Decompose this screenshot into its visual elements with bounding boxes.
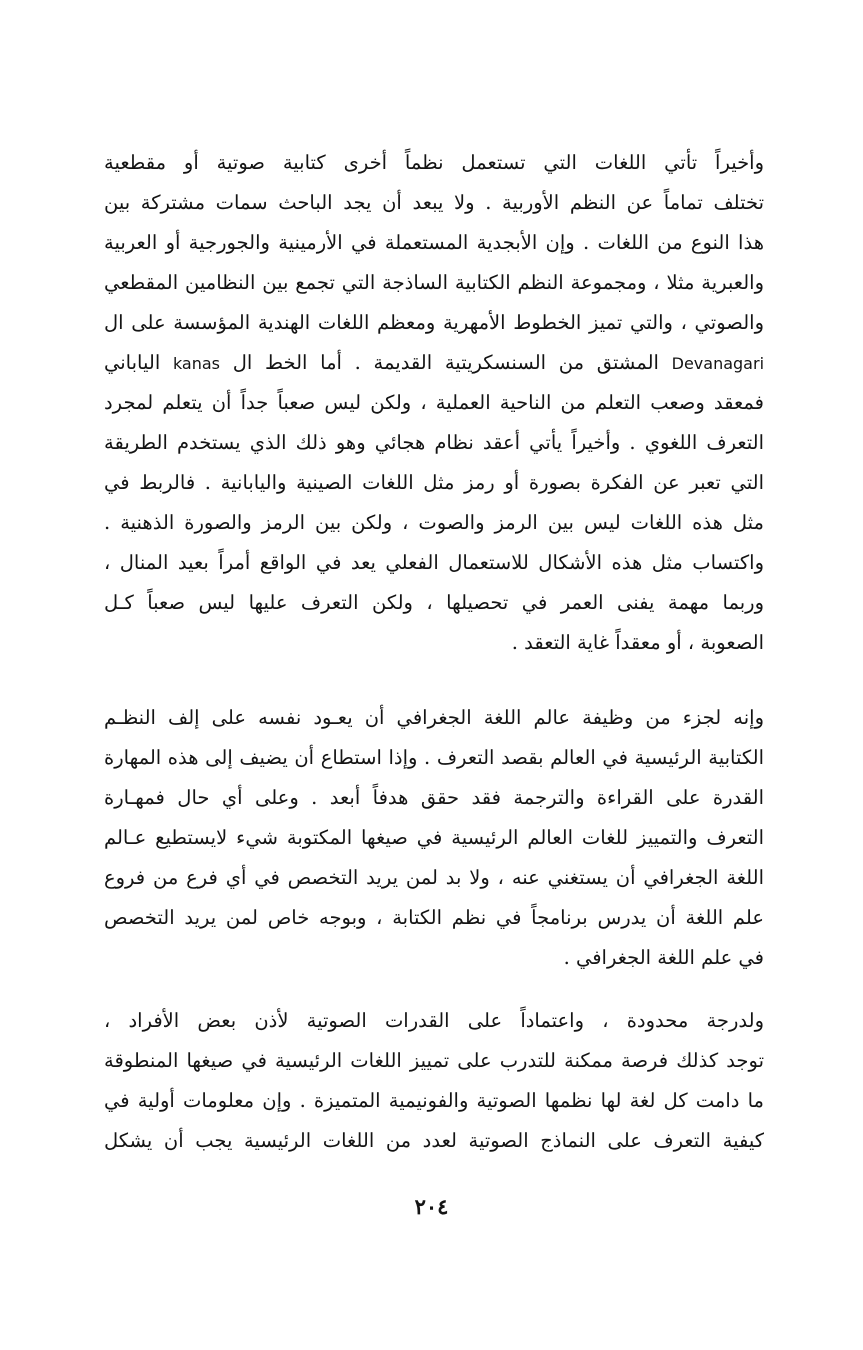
text-line: التعرف اللغوي . وأخيراً يأتي أعقد نظام هجائي وهو ذلك الذي يستخدم الطريقة: [104, 431, 764, 454]
text-line: ولدرجة محدودة ، واعتماداً على القدرات الصوتية لأذن بعض الأفراد ،: [104, 1009, 764, 1032]
text-line: والعبرية مثلا ، ومجموعة النظم الكتابية الساذجة التي تجمع بين النظامين المقطعي: [104, 271, 764, 294]
text-line: في علم اللغة الجغرافي .: [563, 946, 764, 969]
text-line: التي تعبر عن الفكرة بصورة أو رمز مثل اللغات الصينية واليابانية . فالربط في: [104, 471, 764, 494]
latin-term-devanagari: Devanagari: [671, 354, 764, 373]
text-fragment: المشتق من السنسكريتية القديمة . أما الخط ال: [232, 351, 659, 374]
text-line: القدرة على القراءة والترجمة فقد حقق هدفاً أبعد . وعلى أي حال فمهـارة: [104, 786, 764, 809]
text-line: الكتابية الرئيسية في العالم بقصد التعرف . وإذا استطاع أن يضيف إلى هذه المهارة: [104, 746, 764, 769]
text-line: تختلف تماماً عن النظم الأوربية . ولا يبعد أن يجد الباحث سمات مشتركة بين: [104, 191, 764, 214]
text-line: مثل هذه اللغات ليس بين الرمز والصوت ، ولكن بين الرمز والصورة الذهنية .: [104, 511, 764, 534]
text-line: هذا النوع من اللغات . وإن الأبجدية المستعملة في الأرمينية والجورجية أو العربية: [104, 231, 764, 254]
text-line: التعرف والتمييز للغات العالم الرئيسية في صيغها المكتوبة شيء لايستطيع عـالم: [104, 826, 764, 849]
text-line: ما دامت كل لغة لها نظمها الصوتية والفونيمية المتميزة . وإن معلومات أولية في: [104, 1089, 764, 1112]
text-line: والصوتي ، والتي تميز الخطوط الأمهرية ومعظم اللغات الهندية المؤسسة على ال: [104, 311, 764, 334]
latin-term-kanas: kanas: [172, 354, 221, 373]
text-line: الصعوبة ، أو معقداً غاية التعقد .: [511, 631, 764, 654]
text-line: فمعقد وصعب التعلم من الناحية العملية ، ولكن ليس صعباً جداً أن يتعلم لمجرد: [104, 391, 764, 414]
text-line: واكتساب مثل هذه الأشكال للاستعمال الفعلي يعد في الواقع أمراً بعيد المنال ،: [104, 551, 764, 574]
text-line: وأخيراً تأتي اللغات التي تستعمل نظماً أخرى كتابية صوتية أو مقطعية: [104, 151, 764, 174]
text-line: وربما مهمة يفنى العمر في تحصيلها ، ولكن التعرف عليها ليس صعباً كـل: [104, 591, 764, 614]
paragraph-geolinguist-role: [104, 698, 764, 978]
text-line: علم اللغة أن يدرس برنامجاً في نظم الكتابة ، وبوجه خاص لمن يريد التخصص: [104, 906, 764, 929]
text-line: توجد كذلك فرصة ممكنة للتدرب على تمييز اللغات الرئيسية في صيغها المنطوقة: [104, 1049, 764, 1072]
paragraph-writing-systems: [104, 143, 764, 663]
text-line: اللغة الجغرافي أن يستغني عنه ، ولا بد لمن يريد التخصص في أي فرع من فروع: [104, 866, 764, 889]
text-fragment: الياباني: [104, 351, 161, 374]
paragraph-spoken-recognition: [104, 1001, 764, 1161]
text-line: كيفية التعرف على النماذج الصوتية لعدد من اللغات الرئيسية يجب أن يشكل: [104, 1129, 764, 1152]
text-line: وإنه لجزء من وظيفة عالم اللغة الجغرافي أن يعـود نفسه على إلف النظـم: [104, 706, 764, 729]
text-line-mixed: [104, 343, 764, 383]
page-number: ٢٠٤: [414, 1194, 449, 1219]
